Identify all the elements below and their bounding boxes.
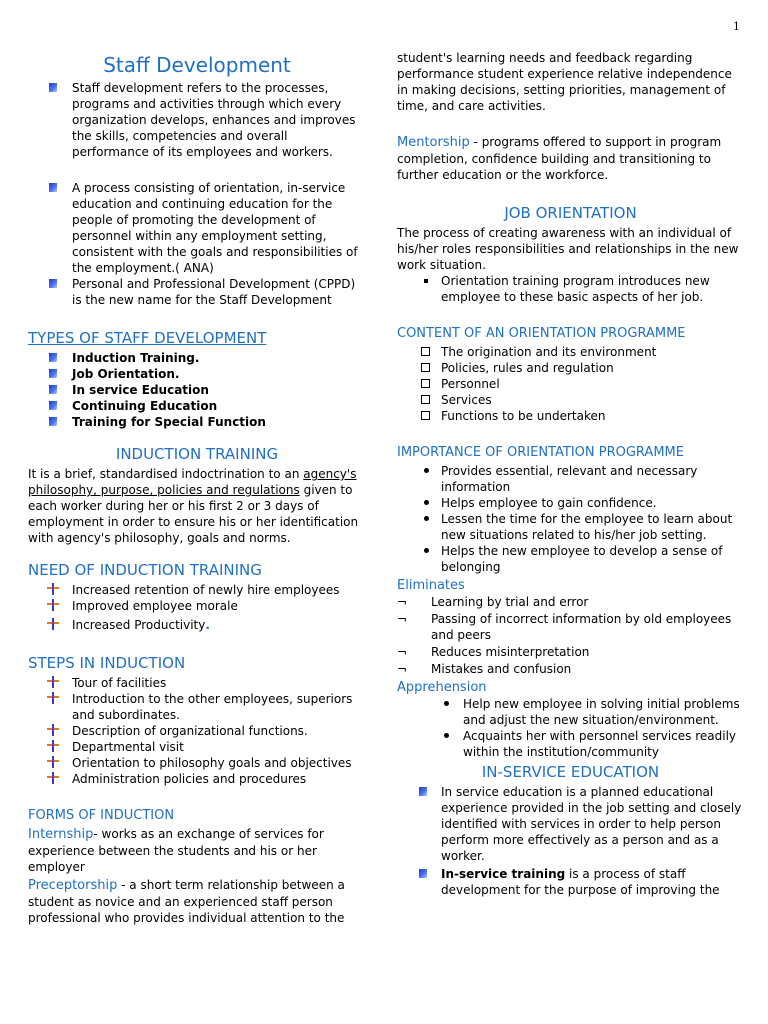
plus-bullet-icon — [47, 692, 59, 704]
plus-bullet-icon — [47, 676, 59, 688]
apprehension-item: Acquaints her with personnel services readily within the institution/community — [397, 728, 744, 760]
induction-heading: INDUCTION TRAINING — [115, 445, 279, 463]
plus-bullet-icon — [47, 740, 59, 752]
eliminates-item: ¬ Mistakes and confusion — [397, 662, 572, 676]
need-heading: NEED OF INDUCTION TRAINING — [28, 561, 262, 579]
step-item: Orientation to philosophy goals and objectives — [28, 755, 366, 771]
content-item: Policies, rules and regulation — [397, 360, 744, 376]
intro-item: A process consisting of orientation, in-service education and continuing education for the people of promoting the development of personnel within any employment setting, consistent with the goals and responsibilities of the employment.( ANA) — [28, 180, 366, 276]
internship-label: Internship — [28, 827, 94, 842]
need-item: Increased retention of newly hire employees — [28, 582, 366, 598]
content-item: The origination and its environment — [397, 344, 744, 360]
step-item: Description of organizational functions. — [28, 723, 366, 739]
need-item: Improved employee morale — [28, 598, 366, 614]
eliminates-item: ¬ Learning by trial and error — [397, 595, 589, 609]
continued-paragraph: student's learning needs and feedback regarding performance student experience relative independence in making decisions, setting priorities, management of time, and care activities. — [397, 51, 732, 113]
importance-item: Helps the new employee to develop a sense of belonging — [397, 543, 744, 575]
induction-link-text: agency's philosophy, purpose, policies and regulations — [28, 467, 357, 497]
job-orientation-bullet: Orientation training program introduces new employee to these basic aspects of her job. — [397, 273, 744, 305]
apprehension-heading: Apprehension — [397, 680, 487, 695]
type-item: Continuing Education — [28, 398, 366, 414]
need-dot: . — [205, 618, 210, 632]
induction-paragraph: It is a brief, standardised indoctrination to an agency's philosophy, purpose, policies and regulations given to each worker during her or his first 2 or 3 days of employment in order to ensure his or her identification with agency's philosophy, goals and norms. — [28, 467, 359, 545]
type-item: Induction Training. — [28, 350, 366, 366]
plus-bullet-icon — [47, 724, 59, 736]
plus-bullet-icon — [47, 599, 59, 611]
page-number: 1 — [733, 20, 740, 33]
mentorship-label: Mentorship — [397, 135, 470, 150]
eliminates-item: ¬ Passing of incorrect information by old employees and peers — [397, 612, 732, 642]
type-item: Training for Special Function — [28, 414, 366, 430]
content-item: Personnel — [397, 376, 744, 392]
step-item: Administration policies and procedures — [28, 771, 366, 787]
job-orientation-paragraph: The process of creating awareness with an individual of his/her roles responsibilities and relationships in the new work situation. — [397, 226, 739, 272]
eliminates-heading: Eliminates — [397, 578, 465, 593]
inservice-heading: IN-SERVICE EDUCATION — [481, 763, 660, 781]
intro-item: Staff development refers to the processes, programs and activities through which every organization develops, enhances and improves the skills, competencies and overall performance of its employees and workers. — [28, 80, 366, 160]
plus-bullet-icon — [47, 756, 59, 768]
types-heading: TYPES OF STAFF DEVELOPMENT — [28, 329, 267, 347]
content-heading: CONTENT OF AN ORIENTATION PROGRAMME — [397, 326, 686, 341]
inservice-training-label: In-service training — [441, 867, 566, 881]
intro-item: Personal and Professional Development (CPPD) is the new name for the Staff Development — [28, 276, 366, 308]
inservice-training-item: In-service training is a process of staff development for the purpose of improving the — [397, 866, 744, 898]
left-column — [28, 48, 366, 926]
mentorship-paragraph: Mentorship - programs offered to support in program completion, confidence building and transitioning to further education or the workforce. — [397, 135, 722, 182]
need-item: Increased Productivity. — [28, 617, 366, 633]
page-title: Staff Development — [103, 53, 291, 77]
content-item: Services — [397, 392, 744, 408]
plus-bullet-icon — [47, 772, 59, 784]
importance-item: Lessen the time for the employee to learn about new situations related to his/her job setting. — [397, 511, 744, 543]
step-item: Departmental visit — [28, 739, 366, 755]
importance-heading: IMPORTANCE OF ORIENTATION PROGRAMME — [397, 445, 684, 460]
plus-bullet-icon — [47, 618, 59, 630]
importance-item: Helps employee to gain confidence. — [397, 495, 744, 511]
steps-heading: STEPS IN INDUCTION — [28, 654, 186, 672]
content-item: Functions to be undertaken — [397, 408, 744, 424]
right-column — [397, 48, 744, 898]
step-item: Tour of facilities — [28, 675, 366, 691]
eliminates-item: ¬ Reduces misinterpretation — [397, 645, 590, 659]
step-item: Introduction to the other employees, superiors and subordinates. — [28, 691, 366, 723]
job-orientation-heading: JOB ORIENTATION — [504, 204, 637, 222]
type-item: In service Education — [28, 382, 366, 398]
forms-heading: FORMS OF INDUCTION — [28, 808, 175, 823]
apprehension-item: Help new employee in solving initial problems and adjust the new situation/environment. — [397, 696, 744, 728]
preceptorship-paragraph: Preceptorship - a short term relationship between a student as novice and an experienced staff person professional who provides individual attention to the — [28, 878, 345, 925]
plus-bullet-icon — [47, 583, 59, 595]
type-item: Job Orientation. — [28, 366, 366, 382]
preceptorship-label: Preceptorship — [28, 878, 118, 893]
importance-item: Provides essential, relevant and necessary information — [397, 463, 744, 495]
inservice-item: In service education is a planned educational experience provided in the job setting and closely identified with services in order to help person perform more effectively as a person and as a worker. — [397, 784, 744, 864]
internship-paragraph: Internship- works as an exchange of services for experience between the students and his or her employer — [28, 827, 324, 874]
